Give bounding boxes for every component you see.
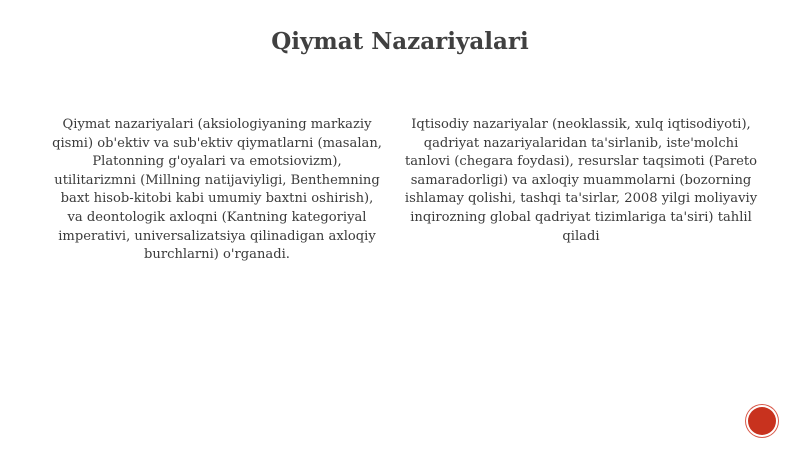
slide-title: Qiymat Nazariyalari: [271, 28, 529, 55]
right-text-column: Iqtisodiy nazariyalar (neoklassik, xulq iqtisodiyoti), qadriyat nazariyalaridan ta'sirlanib, iste'molchi tanlovi (chegara foydasi), resurslar taqsimoti (Pareto samaradorligi) va axloqiy muammolarni (bozorning ishlamay qolishi, tashqi ta'sirlar, 2008 yilgi moliyaviy inqirozning global qadriyat tizimlariga ta'siri) tahlil qiladi: [404, 117, 758, 244]
red-circle-icon[interactable]: [748, 407, 776, 435]
left-text-column: Qiymat nazariyalari (aksiologiyaning markaziy qismi) ob'ektiv va sub'ektiv qiymatlarni (masalan, Platonning g'oyalari va emotsiovizm), utilitarizmni (Millning natijaviyligi, Benthemning baxt hisob-kitobi kabi umumiy baxtni oshirish), va deontologik axloqni (Kantning kategoriyal imperativi, universalizatsiya qilinadigan axloqiy burchlarni) o'rganadi.: [52, 117, 382, 263]
